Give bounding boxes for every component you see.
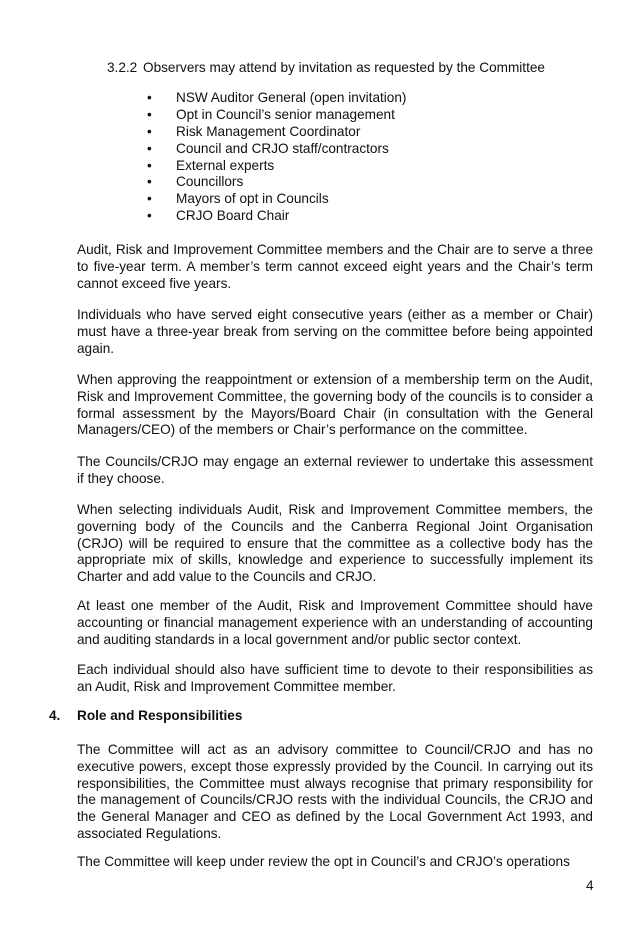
paragraph-consecutive-years: Individuals who have served eight consecutive years (either as a member or Chair) must have a three-year break from serving on the committee before being appointed again. [77, 307, 593, 356]
list-item [147, 191, 406, 208]
paragraph-term-length: Audit, Risk and Improvement Committee members and the Chair are to serve a three to five-year term. A member’s term cannot exceed eight years and the Chair’s term cannot exceed five years. [77, 242, 593, 291]
subclause-3-2-2 [107, 60, 545, 77]
subclause-text: Observers may attend by invitation as requested by the Committee [143, 60, 545, 75]
paragraph-external-reviewer: The Councils/CRJO may engage an external reviewer to undertake this assessment if they choose. [77, 454, 593, 486]
subclause-number: 3.2.2 [107, 60, 138, 75]
bullet-icon: • [147, 208, 152, 224]
bullet-icon: • [147, 191, 152, 207]
list-item-text: Risk Management Coordinator [176, 123, 361, 139]
paragraph-advisory-role: The Committee will act as an advisory committee to Council/CRJO and has no executive powers, except those expressly provided by the Council. In carrying out its responsibilities, the Committee must always recognise that primary responsibility for the management of Councils/CRJO rests with the individual Councils, the CRJO and the General Manager and CEO as defined by the Local Government Act 1993, and associated Regulations. [77, 742, 593, 841]
bullet-icon: • [147, 157, 152, 173]
list-item [147, 158, 406, 175]
list-item-text: CRJO Board Chair [176, 208, 290, 224]
paragraph-review-operations: The Committee will keep under review the opt in Council’s and CRJO’s operations [77, 854, 570, 869]
list-item [147, 90, 406, 107]
section-title: Role and Responsibilities [77, 708, 243, 723]
bullet-icon: • [147, 140, 152, 156]
bullet-icon: • [147, 106, 152, 122]
paragraph-reappointment: When approving the reappointment or extension of a membership term on the Audit, Risk and Improvement Committee, the governing body of the councils is to consider a formal assessment by the Mayors/Board Chair (in consultation with the General Managers/CEO) of the members or Chair’s performance on the committee. [77, 372, 593, 438]
observers-list [147, 90, 406, 225]
section-heading [49, 708, 242, 725]
list-item [147, 107, 406, 124]
page-number: 4 [586, 878, 594, 893]
bullet-icon: • [147, 123, 152, 139]
list-item [147, 124, 406, 141]
section-number: 4. [49, 708, 61, 723]
list-item-text: Opt in Council’s senior management [176, 106, 395, 122]
bullet-icon: • [147, 174, 152, 190]
paragraph-financial-experience: At least one member of the Audit, Risk and Improvement Committee should have accounting or financial management experience with an understanding of accounting and auditing standards in a local government and/or public sector context. [77, 598, 593, 647]
list-item [147, 208, 406, 225]
paragraph-sufficient-time: Each individual should also have sufficient time to devote to their responsibilities as an Audit, Risk and Improvement Committee member. [77, 662, 593, 694]
list-item [147, 141, 406, 158]
list-item-text: Mayors of opt in Councils [176, 191, 329, 207]
list-item-text: External experts [176, 157, 275, 173]
bullet-icon: • [147, 90, 152, 105]
list-item-text: Council and CRJO staff/contractors [176, 140, 389, 156]
paragraph-selection: When selecting individuals Audit, Risk and Improvement Committee members, the governing body of the Councils and the Canberra Regional Joint Organisation (CRJO) will be required to ensure that the committee as a collective body has the appropriate mix of skills, knowledge and experience to successfully implement its Charter and add value to the Councils and CRJO. [77, 502, 593, 585]
list-item-text: NSW Auditor General (open invitation) [176, 90, 407, 105]
list-item-text: Councillors [176, 174, 244, 190]
list-item [147, 174, 406, 191]
